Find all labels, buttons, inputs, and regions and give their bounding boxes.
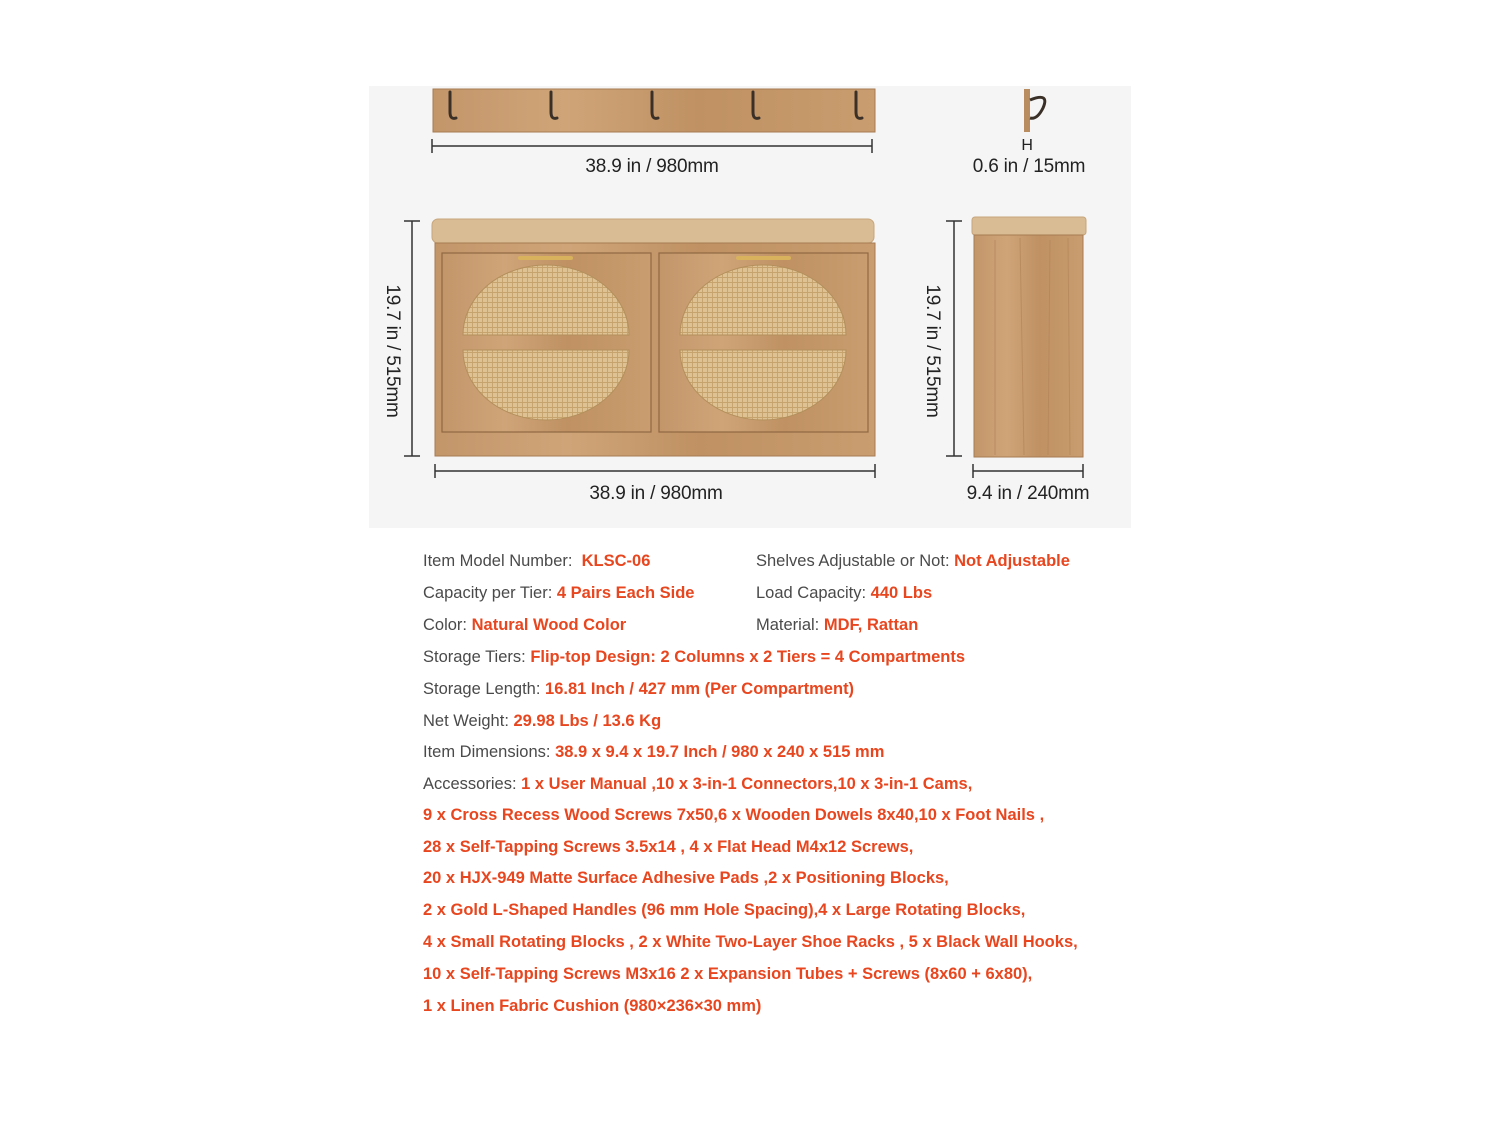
spec-accessories: Accessories: 1 x User Manual ,10 x 3-in-1 Connectors,10 x 3-in-1 Cams, [423,775,973,793]
accessories-line: 2 x Gold L-Shaped Handles (96 mm Hole Spacing),4 x Large Rotating Blocks, [423,901,1026,919]
depth-dimension-line [973,464,1083,478]
spec-net-weight: Net Weight: 29.98 Lbs / 13.6 Kg [423,712,662,730]
accessories-line: 28 x Self-Tapping Screws 3.5x14 , 4 x Flat Head M4x12 Screws, [423,838,914,856]
hook-icon [1030,97,1045,118]
cabinet-height-label: 19.7 in / 515mm [382,284,403,418]
rack-depth-label: 0.6 in / 15mm [972,156,1086,177]
spec-shelves-adjustable: Shelves Adjustable or Not: Not Adjustable [756,552,1070,570]
spec-material: Material: MDF, Rattan [756,616,919,634]
rack-width-dimension-line [432,139,872,153]
spec-storage-length: Storage Length: 16.81 Inch / 427 mm (Per Compartment) [423,680,855,698]
spec-storage-tiers: Storage Tiers: Flip-top Design: 2 Columns x 2 Tiers = 4 Compartments [423,648,966,666]
wall-hook-rack-side [1024,89,1045,132]
cabinet-height-dimension-line [404,221,420,456]
side-height-label: 19.7 in / 515mm [922,284,943,418]
shoe-cabinet-front [432,219,875,456]
spec-model: Item Model Number: KLSC-06 [423,552,651,570]
spec-capacity: Capacity per Tier: 4 Pairs Each Side [423,584,695,602]
accessories-line: 4 x Small Rotating Blocks , 2 x White Two-Layer Shoe Racks , 5 x Black Wall Hooks, [423,933,1078,951]
accessories-line: 10 x Self-Tapping Screws M3x16 2 x Expansion Tubes + Screws (8x60 + 6x80), [423,965,1033,983]
accessories-line: 20 x HJX-949 Matte Surface Adhesive Pads ,2 x Positioning Blocks, [423,869,949,887]
spec-load-capacity: Load Capacity: 440 Lbs [756,584,933,602]
spec-item-dimensions: Item Dimensions: 38.9 x 9.4 x 19.7 Inch / 980 x 240 x 515 mm [423,743,885,761]
wall-hook-rack-front [433,89,875,132]
gold-handle [518,256,573,260]
cabinet-depth-label: 9.4 in / 240mm [966,483,1090,504]
accessories-line: 1 x Linen Fabric Cushion (980×236×30 mm) [423,997,762,1015]
accessories-line: 9 x Cross Recess Wood Screws 7x50,6 x Wooden Dowels 8x40,10 x Foot Nails , [423,806,1045,824]
cabinet-width-dimension-line [435,464,875,478]
side-height-dimension-line [946,221,962,456]
shoe-cabinet-side [972,217,1086,457]
gold-handle [736,256,791,260]
rack-width-label: 38.9 in / 980mm [585,156,719,177]
rack-depth-marker: H [1021,137,1033,154]
spec-color: Color: Natural Wood Color [423,616,627,634]
cabinet-width-label: 38.9 in / 980mm [589,483,723,504]
